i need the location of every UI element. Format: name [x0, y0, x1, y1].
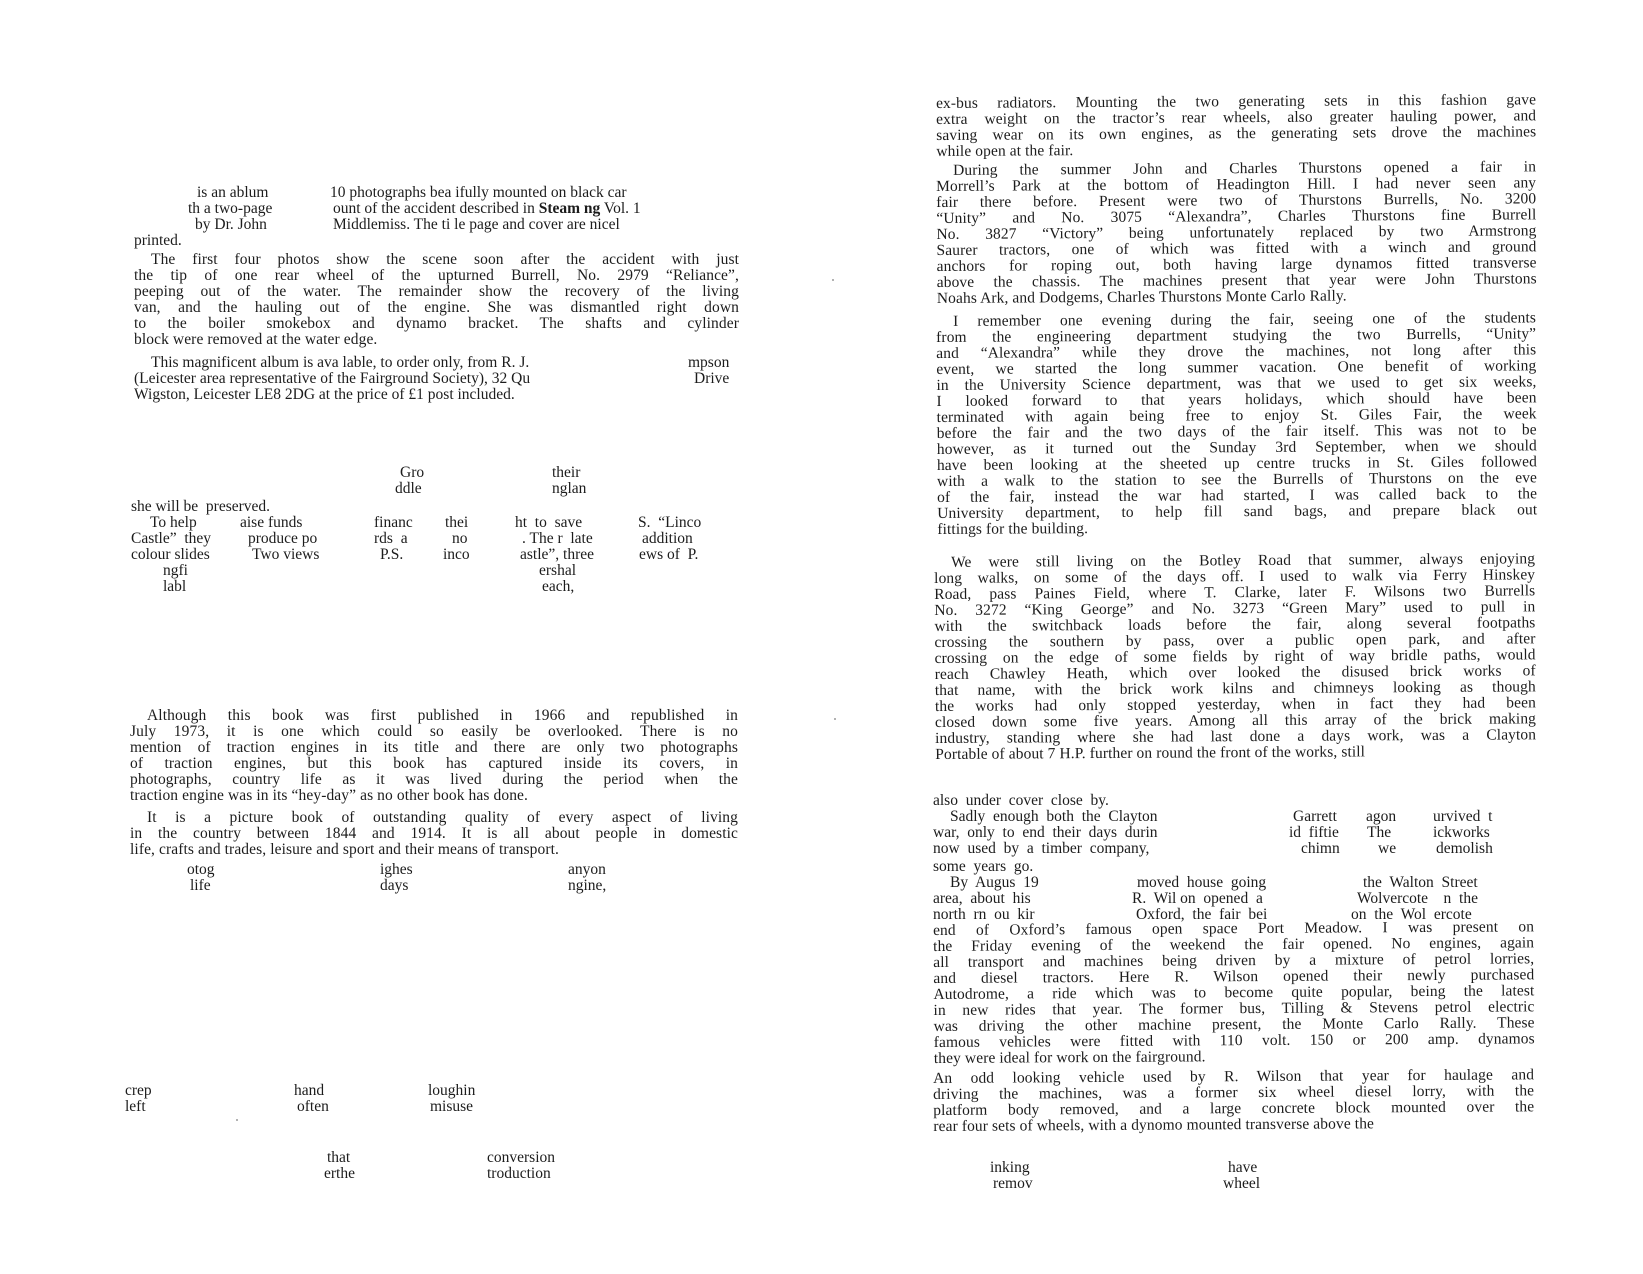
text-line: all transport and machines being driven by a mixture of petrol lorries, [933, 950, 1535, 971]
text-line: the Friday evening of the weekend the fair opened. No engines, again [933, 934, 1535, 955]
bottom-frag-have: have [1228, 1159, 1258, 1176]
text-line: life, crafts and trades, leisure and sport and their means of transport. [130, 841, 559, 858]
slides-r5-c2: each, [542, 578, 575, 595]
text-line: the works had only stopped yesterday, when in fact they had been [934, 694, 1536, 715]
text-line: Saurer tractors, one of which was fitted with a winch and ground [936, 238, 1537, 259]
august-l1a: By Augus 19 [950, 874, 1039, 891]
text-line: Noahs Ark, and Dodgems, Charles Thurstons Monte Carlo Rally. [936, 287, 1347, 307]
bottom-frag-erthe: erthe [324, 1165, 355, 1182]
album-paragraph [134, 252, 739, 348]
clayton-l2b: id fiftie [1289, 824, 1339, 841]
bottom-frag-wheel: wheel [1223, 1175, 1261, 1192]
august-l2a: area, about his [933, 890, 1031, 907]
clayton-l2a: war, only to end their days durin [933, 824, 1158, 841]
text-line: to the boiler smokebox and dynamo bracket. The shafts and cylinder [134, 315, 739, 332]
album-frag-printed: printed. [134, 232, 182, 249]
slides-r3-c2: Two views [252, 546, 320, 563]
slides-r3-c1: colour slides [131, 546, 210, 563]
album-frag-col1-1: is an ablum [197, 184, 269, 201]
text-line: fittings for the building. [937, 520, 1089, 538]
text-line: end of Oxford’s famous open space Port Meadow. I was present on [932, 918, 1535, 939]
bottom-frag-often: often [297, 1098, 329, 1115]
slides-r1-c3: financ [374, 514, 413, 531]
bottom-frag-that: that [327, 1149, 351, 1166]
right-paragraph-4 [934, 551, 1536, 763]
bottom-frag-conversion: conversion [487, 1149, 556, 1166]
book-paragraph-2 [130, 810, 738, 858]
august-l1c: the Walton Street [1363, 874, 1478, 891]
album-frag-magazine-title: Steam ng [538, 200, 601, 217]
text-line: photographs, country life as it was lived during the period when the [130, 771, 738, 788]
text-line: have been looking at the sheeted up centre trucks in St. Giles followed [936, 453, 1537, 474]
slides-r1-c6: S. “Linco [638, 514, 702, 531]
right-paragraph-2 [936, 159, 1537, 307]
clayton-l1b: Garrett [1293, 808, 1337, 825]
bottom-frag-troduction: troduction [487, 1165, 551, 1182]
bottom-frag-hand: hand [294, 1082, 325, 1099]
album-frag-text: ount of the accident described in [333, 200, 539, 217]
slides-r1-c4: thei [445, 514, 469, 531]
text-line: I remember one evening during the fair, seeing one of the students [952, 309, 1537, 330]
book-paragraph [130, 708, 738, 804]
text-line: “Unity” and No. 3075 “Alexandra”, Charles Thurstons fine Burrell [936, 206, 1537, 227]
text-line: mention of traction engines in its title and there are only two photographs [130, 739, 738, 756]
august-l3c: on the Wol ercote [1351, 906, 1472, 923]
album-frag-col1-3: by Dr. John [195, 216, 267, 233]
book-frag-life: life [190, 877, 211, 894]
clayton-l1d: urvived t [1433, 808, 1493, 825]
book-frag-anyon: anyon [568, 861, 606, 878]
clayton-l3c: we [1378, 840, 1397, 857]
text-line: No. 3272 “King George” and No. 3273 “Green Mary” used to pull in [934, 598, 1536, 619]
text-line: while open at the fair. [936, 142, 1074, 160]
clayton-l1a: Sadly enough both the Clayton [950, 808, 1158, 825]
bottom-frag-loughin: loughin [428, 1082, 476, 1099]
text-line: event, we started the long summer vacation. One benefit of working [936, 357, 1537, 378]
book-frag-otog: otog [187, 861, 215, 878]
text-line: van, and the hauling out of the engine. She was dismantled right down [134, 299, 739, 316]
text-line: was driving the other machine present, the Monte Carlo Rally. These [933, 1014, 1535, 1035]
text-line: Road, pass Paines Field, where T. Clarke, later F. Wilsons two Burrells [934, 582, 1536, 603]
text-line: traction engine was in its “hey-day” as no other book has done. [130, 787, 528, 804]
slides-r3-c4: inco [443, 546, 470, 563]
slides-r2-c4: no [452, 530, 468, 547]
text-line: saving wear on its own engines, as the generating sets drove the machines [936, 123, 1537, 144]
album-frag-col2-2 [333, 201, 641, 217]
text-line: extra weight on the tractor’s rear wheels, also greater hauling power, and [936, 107, 1537, 128]
text-line: famous vehicles were fitted with 110 volt. 150 or 200 amp. dynamos [933, 1030, 1535, 1051]
clayton-l3a: now used by a timber company, [933, 840, 1150, 857]
left-page [0, 0, 800, 1274]
text-line: long walks, on some of the days off. I used to walk via Ferry Hinskey [934, 566, 1536, 587]
slides-r3-c5: astle”, three [520, 546, 595, 563]
right-page [800, 0, 1643, 1274]
august-l2c: Wolvercote n the [1357, 890, 1478, 907]
slides-r4-c2: ershal [539, 562, 577, 579]
slides-frag-ddle: ddle [395, 480, 422, 497]
clayton-l2d: ickworks [1433, 824, 1490, 841]
order-line-3: Wigston, Leicester LE8 2DG at the price of £1 post included. [134, 386, 515, 403]
text-line: from the engineering department studying the two Burrells, “Unity” [936, 325, 1537, 346]
text-line: above the chassis. The machines present that year were John Thurstons [936, 270, 1537, 291]
august-l3a: north rn ou kir [933, 906, 1035, 923]
right-paragraph-6 [933, 1067, 1534, 1135]
text-line: During the summer John and Charles Thurstons opened a fair in [952, 158, 1537, 179]
text-line: An odd looking vehicle used by R. Wilson that year for haulage and [932, 1066, 1535, 1087]
bottom-frag-remov: remov [993, 1175, 1033, 1192]
bottom-frag-misuse: misuse [430, 1098, 474, 1115]
text-line: University department, to help fill sand bags, and prepare black out [937, 501, 1538, 522]
slides-r4-c1: ngfi [163, 562, 188, 579]
bottom-frag-crep: crep [125, 1082, 152, 1099]
text-line: reach Chawley Heath, which over looked the disused brick works of [934, 662, 1536, 683]
text-line: Autodrome, a ride which was to become quite popular, being the latest [933, 982, 1535, 1003]
text-line: and “Alexandra” while they drove the machines, not long after this [936, 341, 1537, 362]
text-line: July 1973, it is one which could so easily be overlooked. There is no [130, 723, 738, 740]
slides-r1-c5: ht to save [515, 514, 583, 531]
clayton-l3d: demolish [1436, 840, 1493, 857]
text-line: of traction engines, but this book has captured inside its covers, in [130, 755, 738, 772]
slides-r2-c3: rds a [374, 530, 408, 547]
order-line-2a: (Leicester area representative of the Fairground Society), 32 Qu [134, 370, 531, 387]
slides-frag-nglan: nglan [552, 480, 587, 497]
text-line: peeping out of the water. The remainder show the recovery of the living [134, 283, 739, 300]
text-line: of the fair, instead the war had started, I was called back to the [937, 485, 1538, 506]
slides-r2-c6: addition [642, 530, 693, 547]
book-frag-days: days [380, 877, 409, 894]
text-line: driving the machines, was a former six wheel diesel lorry, with the [933, 1082, 1535, 1103]
album-frag-col1-2: th a two-page [188, 200, 273, 217]
slides-frag-preserved: she will be preserved. [131, 498, 271, 515]
slides-r5-c1: labl [163, 578, 187, 595]
bottom-frag-inking: inking [990, 1159, 1030, 1176]
order-line-1a: This magnificent album is ava lable, to order only, from R. J. [151, 354, 530, 371]
text-line: The first four photos show the scene soon after the accident with just [151, 251, 739, 268]
clayton-l2c: The [1367, 824, 1392, 841]
right-paragraph-3 [936, 310, 1537, 538]
august-l1b: moved house going [1137, 874, 1267, 891]
august-l2b: R. Wil on opened a [1132, 890, 1263, 907]
text-line: in the University Science department, was that we used to get six weeks, [936, 373, 1537, 394]
order-line-1b: mpson [688, 354, 730, 371]
right-paragraph-5 [933, 919, 1535, 1067]
text-line: Portable of about 7 H.P. further on round the front of the works, still [935, 743, 1366, 763]
text-line: No. 3827 “Victory” being unfortunately replaced by two Armstrong [936, 222, 1537, 243]
book-frag-ighes: ighes [380, 861, 413, 878]
order-line-2b: Drive [694, 370, 730, 387]
text-line: block were removed at the water edge. [134, 331, 378, 348]
text-line: terminated with again being free to enjoy St. Giles Fair, the week [936, 405, 1537, 426]
text-line: I looked forward to that years holidays, which should have been [936, 389, 1537, 410]
text-line: with a walk to the station to see the Burrells of Thurstons on the eve [936, 469, 1538, 490]
text-line: Morrell’s Park at the bottom of Headington Hill. I had never seen any [936, 174, 1537, 195]
text-line: crossing the southern by pass, over a public open park, and after [934, 630, 1536, 651]
text-line: platform body removed, and a large concrete block mounted over the [933, 1098, 1535, 1119]
slides-r1-c2: aise funds [240, 514, 303, 531]
text-line: ex-bus radiators. Mounting the two generating sets in this fashion gave [935, 91, 1537, 112]
text-line: however, as it turned out the Sunday 3rd September, when we should [936, 437, 1537, 458]
album-frag-col2-1: 10 photographs bea ifully mounted on black car [330, 184, 627, 201]
text-line: Although this book was first published in 1966 and republished in [147, 707, 738, 724]
slides-r1-c1: To help [150, 514, 197, 531]
slides-r3-c3: P.S. [380, 546, 404, 563]
slides-r3-c6: ews of P. [639, 546, 699, 563]
cover-line: also under cover close by. [933, 792, 1109, 809]
text-line: that name, with the brick work kilns and chimneys looking as though [934, 678, 1536, 699]
speck-mark [236, 1119, 238, 1121]
text-line: We were still living on the Botley Road that summer, always enjoying [950, 550, 1536, 571]
text-line: industry, standing where she had last done a days work, was a Clayton [935, 726, 1537, 747]
text-line: with the switchback loads before the fair, along several footpaths [934, 614, 1536, 635]
clayton-l3b: chimn [1301, 840, 1340, 857]
text-line: rear four sets of wheels, with a dynomo mounted transverse above the [933, 1115, 1375, 1135]
text-line: and diesel tractors. Here R. Wilson opened their newly purchased [933, 966, 1535, 987]
text-line: fair there before. Present were two of Thurstons Burrells, No. 3200 [936, 190, 1537, 211]
album-frag-col2-3: Middlemiss. The ti le page and cover are nicel [333, 216, 620, 233]
clayton-l4: some years go. [933, 858, 1034, 875]
clayton-l1c: agon [1366, 808, 1397, 825]
album-frag-volume: Vol. 1 [600, 200, 641, 217]
text-line: before the fair and the two days of the fair itself. This was not to be [936, 421, 1537, 442]
august-l3b: Oxford, the fair bei [1136, 906, 1268, 923]
text-line: in new rides that year. The former bus, Tilling & Stevens petrol electric [933, 998, 1535, 1019]
text-line: in the country between 1844 and 1914. It is all about people in domestic [130, 825, 738, 842]
right-paragraph-1 [936, 92, 1536, 160]
text-line: anchors for roping out, both having large dynamos fitted transverse [936, 254, 1537, 275]
text-line: the tip of one rear wheel of the upturned Burrell, No. 2979 “Reliance”, [134, 267, 739, 284]
text-line: crossing on the edge of some fields by right of way bridle paths, would [934, 646, 1536, 667]
slides-r2-c2: produce po [248, 530, 318, 547]
slides-r2-c1: Castle” they [131, 530, 212, 547]
slides-frag-gro: Gro [400, 464, 425, 481]
text-line: closed down some five years. Among all this array of the brick making [934, 710, 1537, 731]
text-line: It is a picture book of outstanding quality of every aspect of living [147, 809, 738, 826]
text-line: they were ideal for work on the fairground. [933, 1048, 1206, 1067]
slides-r2-c5: . The r late [522, 530, 593, 547]
slides-frag-their: their [552, 464, 581, 481]
book-frag-ngine: ngine, [568, 877, 607, 894]
bottom-frag-left: left [125, 1098, 146, 1115]
